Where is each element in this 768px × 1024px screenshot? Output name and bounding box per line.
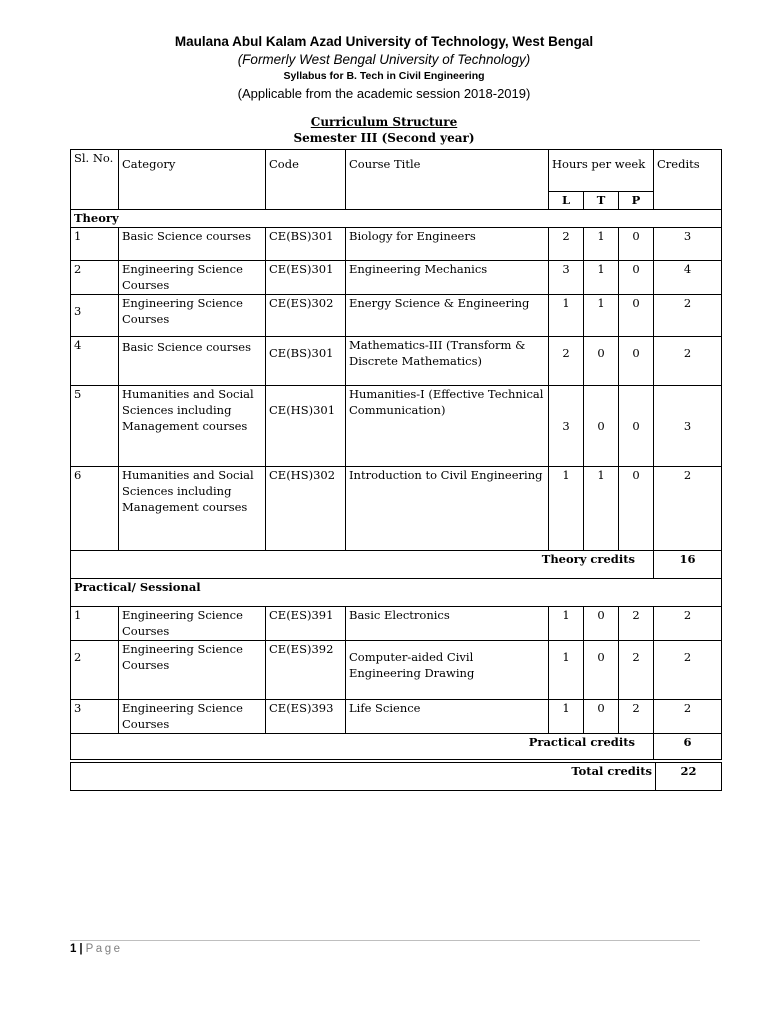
row-credits: 2 (654, 700, 722, 734)
row-p: 0 (619, 295, 654, 337)
row-credits: 3 (654, 386, 722, 467)
row-credits: 2 (654, 607, 722, 641)
row-code: CE(HS)302 (266, 467, 346, 551)
header-l: L (549, 192, 584, 210)
row-sl: 1 (71, 607, 119, 641)
practical-credits-value: 6 (654, 734, 722, 760)
row-t: 0 (584, 337, 619, 386)
practical-credits-row (71, 734, 722, 760)
table-row (71, 386, 722, 467)
row-t: 0 (584, 607, 619, 641)
row-sl: 6 (71, 467, 119, 551)
row-t: 1 (584, 295, 619, 337)
row-p: 0 (619, 467, 654, 551)
row-code: CE(ES)393 (266, 700, 346, 734)
page-footer (70, 943, 122, 955)
row-credits: 2 (654, 467, 722, 551)
curriculum-table (70, 149, 722, 760)
row-category: Basic Science courses (119, 337, 266, 386)
row-p: 0 (619, 228, 654, 261)
row-credits: 4 (654, 261, 722, 295)
row-l: 3 (549, 386, 584, 467)
practical-label: Practical/ Sessional (71, 579, 722, 607)
table-row (71, 295, 722, 337)
row-l: 2 (549, 337, 584, 386)
header-sl: Sl. No. (71, 150, 119, 210)
row-t: 0 (584, 386, 619, 467)
total-credits-value: 22 (656, 763, 722, 791)
table-row (71, 228, 722, 261)
syllabus-title: Syllabus for B. Tech in Civil Engineering (283, 70, 485, 82)
row-l: 1 (549, 607, 584, 641)
header-hours: Hours per week (549, 150, 654, 192)
section-title: Curriculum Structure (310, 115, 458, 129)
total-credits-table (70, 762, 722, 791)
row-title: Mathematics-III (Transform & Discrete Mathematics) (346, 337, 549, 386)
row-category: Engineering Science Courses (119, 261, 266, 295)
row-code: CE(BS)301 (266, 228, 346, 261)
row-credits: 2 (654, 295, 722, 337)
row-title: Basic Electronics (346, 607, 549, 641)
row-sl: 4 (71, 337, 119, 386)
row-t: 1 (584, 228, 619, 261)
row-l: 2 (549, 228, 584, 261)
row-title: Life Science (346, 700, 549, 734)
row-sl: 1 (71, 228, 119, 261)
row-code: CE(ES)301 (266, 261, 346, 295)
header-code: Code (266, 150, 346, 210)
header-course-title: Course Title (346, 150, 549, 210)
row-p: 0 (619, 261, 654, 295)
row-sl: 3 (71, 295, 119, 337)
row-t: 0 (584, 700, 619, 734)
row-title: Engineering Mechanics (346, 261, 549, 295)
row-category: Engineering Science Courses (119, 607, 266, 641)
row-category: Basic Science courses (119, 228, 266, 261)
table-row (71, 700, 722, 734)
row-credits: 2 (654, 337, 722, 386)
row-l: 1 (549, 641, 584, 700)
row-code: CE(ES)392 (266, 641, 346, 700)
row-category: Engineering Science Courses (119, 641, 266, 700)
row-sl: 2 (71, 641, 119, 700)
row-l: 1 (549, 467, 584, 551)
theory-credits-label: Theory credits (71, 551, 654, 579)
total-credits-label: Total credits (71, 763, 656, 791)
header-t: T (584, 192, 619, 210)
row-credits: 3 (654, 228, 722, 261)
page-label: Page (85, 943, 123, 955)
row-t: 0 (584, 641, 619, 700)
row-p: 0 (619, 337, 654, 386)
row-title: Biology for Engineers (346, 228, 549, 261)
row-t: 1 (584, 261, 619, 295)
former-name: (Formerly West Bengal University of Technology) (237, 52, 531, 67)
semester-title: Semester III (Second year) (293, 131, 475, 145)
row-category: Humanities and Social Sciences including Management courses (119, 467, 266, 551)
row-title: Introduction to Civil Engineering (346, 467, 549, 551)
table-row (71, 641, 722, 700)
total-credits-row (71, 763, 722, 791)
page-number: 1 (70, 943, 77, 955)
row-sl: 3 (71, 700, 119, 734)
row-title: Computer-aided Civil Engineering Drawing (346, 641, 549, 700)
header-category: Category (119, 150, 266, 210)
header-row (71, 150, 722, 192)
footer-divider (70, 940, 700, 941)
practical-section-row (71, 579, 722, 607)
header-p: P (619, 192, 654, 210)
row-code: CE(ES)391 (266, 607, 346, 641)
row-code: CE(BS)301 (266, 337, 346, 386)
practical-credits-label: Practical credits (71, 734, 654, 760)
row-sl: 2 (71, 261, 119, 295)
row-title: Humanities-I (Effective Technical Communication) (346, 386, 549, 467)
row-category: Engineering Science Courses (119, 295, 266, 337)
row-l: 1 (549, 295, 584, 337)
row-category: Humanities and Social Sciences including Management courses (119, 386, 266, 467)
table-row (71, 261, 722, 295)
theory-label: Theory (71, 210, 722, 228)
table-row (71, 337, 722, 386)
header-credits: Credits (654, 150, 722, 210)
row-title: Energy Science & Engineering (346, 295, 549, 337)
row-p: 2 (619, 641, 654, 700)
row-category: Engineering Science Courses (119, 700, 266, 734)
university-name: Maulana Abul Kalam Azad University of Technology, West Bengal (174, 34, 594, 49)
table-row (71, 607, 722, 641)
table-row (71, 467, 722, 551)
row-p: 0 (619, 386, 654, 467)
theory-credits-row (71, 551, 722, 579)
row-p: 2 (619, 700, 654, 734)
footer-separator: | (79, 943, 83, 955)
row-p: 2 (619, 607, 654, 641)
applicable-session: (Applicable from the academic session 2018-2019) (237, 86, 531, 101)
row-sl: 5 (71, 386, 119, 467)
row-credits: 2 (654, 641, 722, 700)
theory-credits-value: 16 (654, 551, 722, 579)
row-l: 3 (549, 261, 584, 295)
row-code: CE(ES)302 (266, 295, 346, 337)
row-t: 1 (584, 467, 619, 551)
theory-section-row (71, 210, 722, 228)
row-code: CE(HS)301 (266, 386, 346, 467)
row-l: 1 (549, 700, 584, 734)
